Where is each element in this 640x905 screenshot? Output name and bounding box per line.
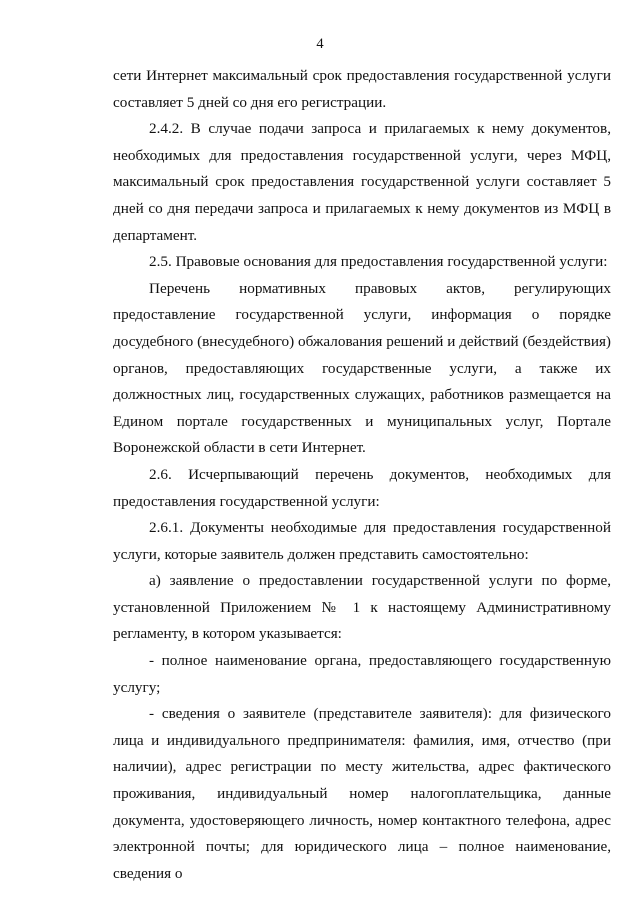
paragraph-continuation: сети Интернет максимальный срок предоставления государственной услуги составляет 5 дней со дня его регистрации. [113, 67, 611, 111]
paragraph-item-a: а) заявление о предоставлении государственной услуги по форме, установленной Приложением № 1 к настоящему Административному регламенту, в котором указывается: [113, 572, 611, 643]
page-number: 4 [316, 36, 324, 52]
paragraph-2-6-heading: 2.6. Исчерпывающий перечень документов, необходимых для предоставления государственной услуги: [113, 465, 611, 510]
document-body [113, 63, 611, 887]
paragraph-2-5-heading: 2.5. Правовые основания для предоставления государственной услуги: [149, 253, 608, 271]
paragraph-2-6-1: 2.6.1. Документы необходимые для предоставления государственной услуги, которые заявитель должен представить самостоятельно: [113, 519, 611, 563]
paragraph-2-4-2: 2.4.2. В случае подачи запроса и прилагаемых к нему документов, необходимых для предоставления государственной услуги, через МФЦ, максимальный срок предоставления государственной услуги составляет 5 дней со дня передачи запроса и прилагаемых к нему документов из МФЦ в департамент. [113, 120, 611, 244]
paragraph-bullet-applicant-info: - сведения о заявителе (представителе заявителя): для физического лица и индивидуального предпринимателя: фамилия, имя, отчество (при наличии), адрес регистрации по месту жительства, адрес фактического проживания, индивидуальный номер налогоплательщика, данные документа, удостоверяющего личность, номер контактного телефона, адрес электронной почты; для юридического лица – полное наименование, сведения о [113, 705, 611, 882]
paragraph-legal-acts-list: Перечень нормативных правовых актов, регулирующих предоставление государственной услуги, информация о порядке досудебного (внесудебного) обжалования решений и действий (бездействия) органов, предоставляющих государственные услуги, а также их должностных лиц, государственных служащих, работников размещается на Едином портале государственных и муниципальных услуг, Портале Воронежской области в сети Интернет. [113, 279, 611, 457]
paragraph-bullet-authority-name: - полное наименование органа, предоставляющего государственную услугу; [113, 652, 611, 696]
